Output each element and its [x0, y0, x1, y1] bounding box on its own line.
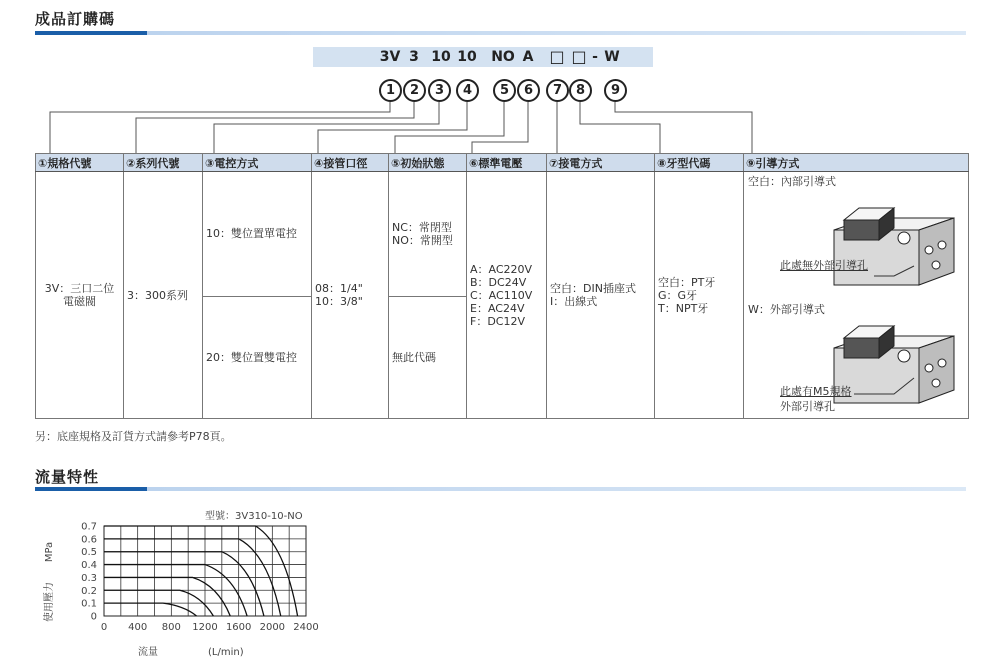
pilot-external-callout-line1: 此處有M5規格	[780, 385, 852, 398]
chart-xunit: (L/min)	[208, 647, 244, 658]
x-tick-label: 2400	[293, 622, 319, 633]
chart-yunit: MPa	[44, 541, 55, 563]
code-part-connection: □	[549, 47, 565, 66]
footnote: 另：底座規格及訂貨方式請參考P78頁。	[35, 430, 232, 443]
code-part-thread: □	[571, 47, 587, 66]
x-tick-label: 2000	[259, 622, 286, 633]
connector-4	[318, 102, 467, 153]
pilot-external-text: W：外部引導式	[748, 303, 825, 316]
cell-voltage	[467, 172, 547, 419]
cell-state-none	[389, 296, 467, 419]
x-tick-label: 400	[128, 622, 148, 633]
chart-title: 型號：3V310-10-NO	[205, 511, 303, 522]
cell-pilot	[744, 172, 969, 419]
voltage-b: B：DC24V	[470, 275, 527, 289]
header-spec-code: ①規格代號	[36, 154, 124, 172]
circle-2: 2	[403, 79, 426, 102]
header-series-code: ②系列代號	[124, 154, 203, 172]
connector-8	[580, 102, 660, 153]
y-tick-label: 0.6	[81, 534, 97, 546]
pilot-external-callout-line2: 外部引導孔	[780, 400, 835, 413]
code-part-series: 3	[409, 49, 419, 65]
y-tick-label: 0.7	[81, 521, 97, 533]
code-part-dash: -	[592, 49, 598, 65]
header-pilot-method: ⑨引導方式	[744, 154, 969, 172]
code-part-state: NO	[491, 49, 515, 65]
voltage-e: E：AC24V	[470, 301, 525, 315]
code-part-port: 10	[457, 49, 477, 65]
flow-curve-5	[104, 552, 264, 616]
code-part-pilot: W	[604, 49, 620, 65]
x-tick-label: 0	[100, 622, 108, 633]
connector-6	[472, 102, 528, 153]
control-double-text: 20：雙位置雙電控	[206, 350, 297, 364]
state-nc: NC：常閉型	[392, 220, 452, 234]
circle-5: 5	[493, 79, 516, 102]
callout-line-internal	[874, 262, 924, 282]
circle-4: 4	[456, 79, 479, 102]
header-control-method: ③電控方式	[203, 154, 312, 172]
connector-9	[615, 102, 752, 153]
y-tick-label: 0.3	[81, 572, 97, 584]
header-connection: ⑦接電方式	[547, 154, 655, 172]
thread-g: G：G牙	[658, 288, 698, 302]
circle-1: 1	[379, 79, 402, 102]
valve-external-image	[824, 318, 964, 418]
flow-curve-1	[104, 603, 197, 616]
header-port-size: ④接管口徑	[312, 154, 389, 172]
x-tick-label: 1600	[225, 622, 252, 633]
port-size-line1: 08：1/4"	[315, 282, 363, 295]
section-title-flow: 流量特性	[35, 468, 100, 486]
flow-chart	[40, 505, 340, 663]
port-size-line2: 10：3/8"	[315, 295, 363, 308]
state-no: NO：常開型	[392, 233, 453, 247]
callout-line-external	[854, 376, 924, 396]
connector-lines	[0, 0, 1000, 160]
connector-1	[50, 102, 390, 153]
spec-code-line2: 電磁閥	[63, 295, 96, 308]
cell-connection	[547, 172, 655, 419]
connection-din: 空白：DIN插座式	[550, 282, 636, 295]
cell-spec-code	[36, 172, 124, 419]
x-tick-label: 1200	[192, 622, 218, 633]
y-tick-label: 0.1	[81, 598, 97, 610]
pilot-internal-text: 空白：內部引導式	[748, 175, 836, 188]
section-title-order-code: 成品訂購碼	[35, 10, 116, 28]
header-standard-voltage: ⑥標準電壓	[467, 154, 547, 172]
circle-6: 6	[517, 79, 540, 102]
connector-5	[395, 102, 504, 153]
series-code-text: 3：300系列	[127, 288, 188, 302]
pilot-internal-callout: 此處無外部引導孔	[780, 259, 868, 272]
thread-pt: 空白：PT牙	[658, 275, 716, 289]
spec-table-header	[36, 154, 969, 172]
control-single-text: 10：雙位置單電控	[206, 227, 297, 241]
connector-3	[214, 102, 439, 153]
voltage-f: F：DC12V	[470, 314, 525, 328]
circle-8: 8	[569, 79, 592, 102]
header-initial-state: ⑤初始狀態	[389, 154, 467, 172]
cell-series-code	[124, 172, 203, 419]
section-divider-flow	[35, 487, 966, 491]
code-part-voltage: A	[522, 49, 534, 65]
cell-thread	[655, 172, 744, 419]
voltage-a: A：AC220V	[470, 262, 533, 276]
y-tick-label: 0.4	[81, 560, 97, 572]
state-none-text: 無此代碼	[392, 350, 436, 364]
flow-curve-3	[104, 577, 230, 616]
cell-port-size	[312, 172, 389, 419]
chart-ylabel: 使用壓力	[44, 582, 55, 622]
code-part-model: 3V	[379, 49, 401, 65]
x-tick-label: 800	[161, 622, 181, 633]
cell-control-single	[203, 172, 312, 297]
cell-control-double	[203, 296, 312, 419]
y-tick-label: 0.2	[81, 585, 97, 597]
circle-3: 3	[428, 79, 451, 102]
chart-xlabel: 流量	[138, 647, 158, 658]
spec-table	[35, 153, 969, 419]
circle-9: 9	[604, 79, 627, 102]
code-part-control: 10	[431, 49, 451, 65]
voltage-c: C：AC110V	[470, 288, 533, 302]
thread-npt: T：NPT牙	[658, 301, 709, 315]
connector-2	[136, 102, 414, 153]
y-tick-label: 0.5	[81, 547, 97, 559]
y-tick-label: 0	[90, 611, 97, 623]
circle-7: 7	[546, 79, 569, 102]
header-thread-code: ⑧牙型代碼	[655, 154, 744, 172]
cell-state-normal	[389, 172, 467, 297]
spec-code-line1: 3V：三口二位	[44, 282, 115, 295]
connection-wire: I：出線式	[550, 295, 598, 308]
